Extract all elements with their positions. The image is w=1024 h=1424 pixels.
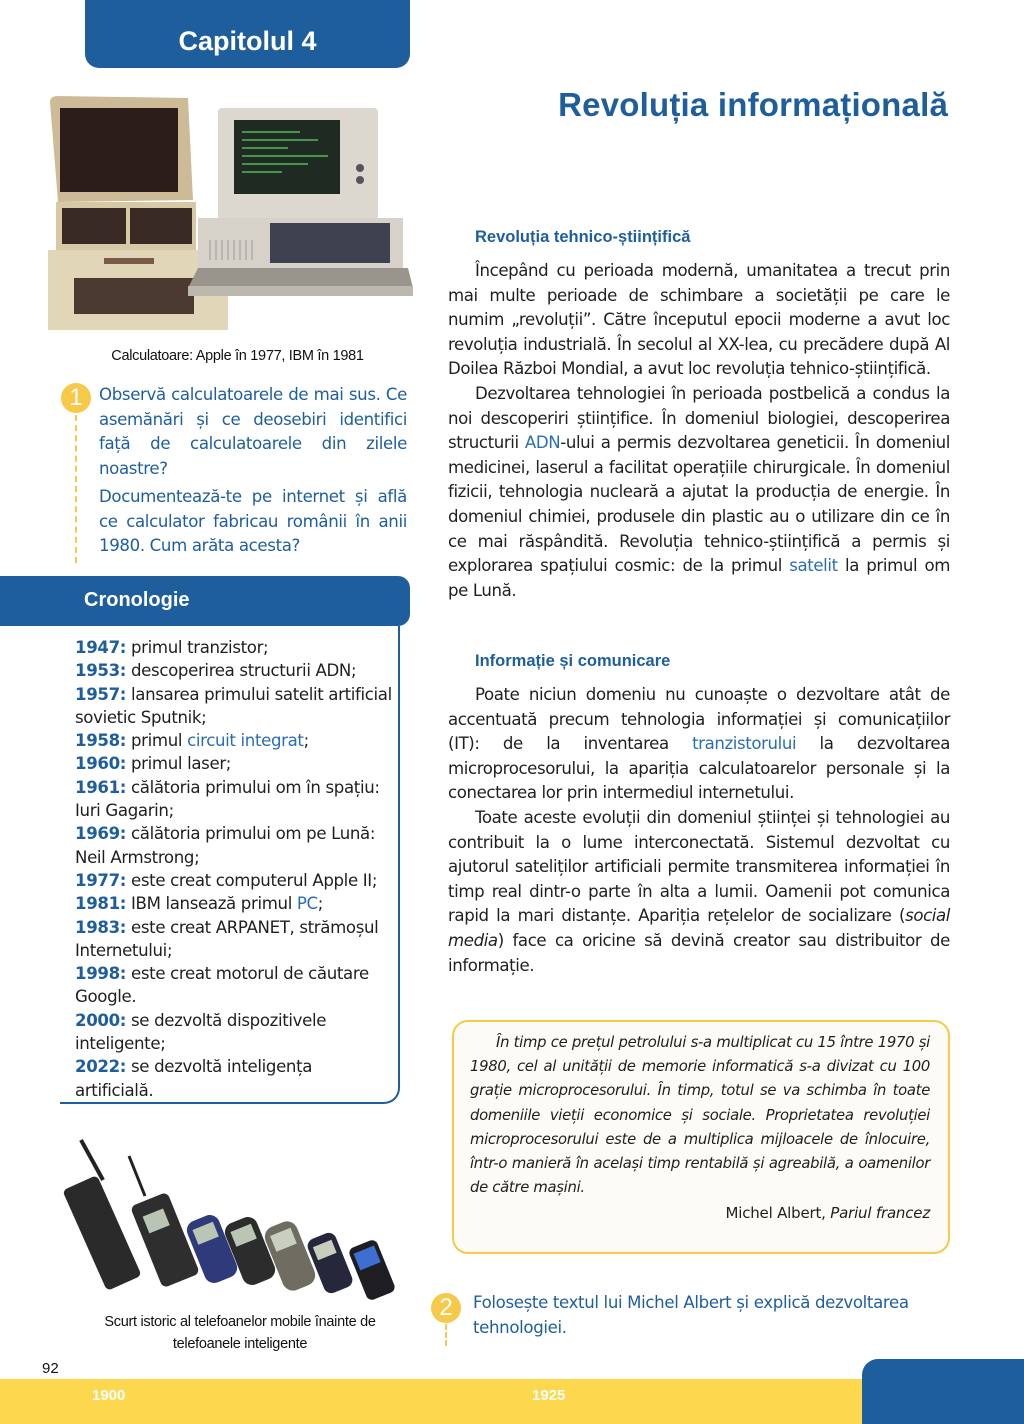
chronology-entry (75, 869, 395, 892)
chronology-entry (75, 892, 395, 915)
text-run: Dezvoltarea tehnologiei în perioada postbelică a condus la noi descoperiri științifice. În domeniul biologiei, descoperirea structurii (448, 383, 950, 453)
italic-term: social media (448, 906, 950, 950)
chronology-year: 1977: (75, 870, 127, 890)
chronology-entry (75, 729, 395, 752)
chronology-entry (75, 962, 395, 1009)
chronology-list (75, 636, 395, 1102)
chronology-year: 1958: (75, 731, 127, 751)
quote-source (470, 1204, 930, 1222)
chronology-title: Cronologie (84, 589, 190, 611)
chronology-entry (75, 1009, 395, 1056)
chapter-tab (85, 0, 410, 68)
phones-caption: Scurt istoric al telefoanelor mobile înainte de telefoanele inteligente (104, 1314, 376, 1352)
glossary-link[interactable]: satelit (789, 556, 838, 576)
mobile-phones-photo (45, 1118, 415, 1303)
glossary-link[interactable]: tranzistorului (692, 734, 797, 754)
chronology-year: 1961: (75, 777, 127, 797)
chronology-entry (75, 916, 395, 963)
chronology-header (0, 576, 410, 626)
page-number: 92 (42, 1360, 59, 1377)
section-body-revolution (448, 259, 950, 603)
chronology-year: 1960: (75, 754, 127, 774)
exercise-paragraph: Observă calculatoarele de mai sus. Ce asemănări și ce deosebiri identifici față de calculatoarele din zilele noastre? (99, 385, 407, 478)
timeline-year: 1900 (92, 1387, 126, 1404)
timeline-year: 1925 (532, 1387, 566, 1404)
chronology-year: 1981: (75, 894, 127, 914)
page-title: Revoluția informațională (558, 86, 948, 123)
chronology-entry (75, 659, 395, 682)
chronology-text: este creat motorul de căutare Google. (75, 964, 369, 1007)
chronology-text: lansarea primului satelit artificial sovietic Sputnik; (75, 684, 392, 727)
chronology-year: 1957: (75, 684, 127, 704)
text-run: Începând cu perioada modernă, umanitatea a trecut prin mai multe perioade de schimbare a societății pe care le numim „revoluții”. Către începutul epocii moderne a avut loc revoluția industrială. În secolul al XX-lea, cu precădere după Al Doilea Război Mondial, a avut loc revoluția tehnico-științifică. (448, 261, 950, 379)
chronology-year: 1983: (75, 917, 127, 937)
chronology-year: 1969: (75, 824, 127, 844)
glossary-link[interactable]: circuit integrat (187, 731, 304, 751)
exercise-number-badge: 2 (431, 1293, 461, 1323)
text-run: -ului a permis dezvoltarea geneticii. În domeniul medicinei, laserul a facilitat operațiile chirurgicale. În domeniul fizicii, tehnologia nucleară a ajutat la producția de energie. În domeniul chimiei, produsele din plastic au o utilizare din ce în ce mai răspândită. Revoluția tehnico-științifică a permis și explorarea spațiului cosmic: de la primul (448, 433, 951, 576)
chronology-year: 1947: (75, 638, 127, 657)
exercise-number-badge: 1 (61, 383, 91, 413)
quote-work: Pariul francez (830, 1204, 930, 1223)
chronology-text: călătoria primului om pe Lună: Neil Armstrong; (75, 824, 376, 867)
exercise-1 (60, 383, 420, 563)
exercise-2 (430, 1290, 960, 1346)
glossary-link[interactable]: ADN (524, 433, 561, 453)
section-body-information (448, 683, 950, 978)
computers-photo (38, 90, 413, 332)
exercise-paragraph: Folosește textul lui Michel Albert și explică dezvoltarea tehnologiei. (473, 1293, 909, 1337)
chronology-text: este creat ARPANET, strămoșul Internetului; (75, 917, 379, 960)
chronology-text: ; (317, 894, 324, 914)
section-heading-information: Informație și comunicare (475, 652, 671, 670)
text-run: Poate niciun domeniu nu cunoaște o dezvoltare atât de accentuată precum tehnologia informației și comunicațiilor (IT): de la inventarea (448, 685, 950, 754)
chronology-entry (75, 1055, 395, 1102)
chapter-label: Capitolul 4 (178, 25, 317, 56)
chronology-year: 2022: (75, 1057, 127, 1077)
quote-text: În timp ce prețul petrolului s-a multiplicat cu 15 între 1970 și 1980, cel al unității de memorie informatică s-a divizat cu 100 grație microprocesorului. În timp, totul se va schimba în toate domeniile vieții economice și sociale. Proprietatea revoluției microprocesorului este de a multiplica mijloacele de înlocuire, într-o manieră în același timp rentabilă și agreabilă, a oamenilor de către mașini. (470, 1034, 930, 1197)
chronology-text: se dezvoltă inteligența artificială. (75, 1057, 313, 1100)
chronology-year: 2000: (75, 1010, 127, 1030)
ibm-screen (234, 120, 340, 194)
dashed-line (75, 415, 77, 563)
dashed-line (445, 1324, 447, 1346)
exercise-paragraph: Documentează-te pe internet și află ce calculator fabricau românii în anii 1980. Cum arăta acesta? (99, 487, 407, 555)
text-run: Toate aceste evoluții din domeniul științei și tehnologiei au contribuit la o lume interconectată. Sistemul dezvoltat cu ajutorul sateliților artificiali permite transmiterea informației în timp real dintr-o parte în alta a lumii. Oamenii pot comunica rapid la mari distanțe. Apariția rețelelor de socializare ( (448, 807, 950, 926)
exercise-text (99, 383, 407, 563)
glossary-link[interactable]: PC (296, 894, 318, 914)
chronology-text: se dezvoltă dispozitivele inteligente; (75, 1010, 327, 1054)
section-heading-revolution: Revoluția tehnico-științifică (475, 228, 691, 246)
chronology-text: descoperirea structurii ADN; (126, 661, 357, 681)
computers-caption: Calculatoare: Apple în 1977, IBM în 1981 (111, 348, 364, 364)
corner-tab (862, 1359, 1024, 1424)
chronology-text: ; (303, 731, 309, 751)
text-run: la dezvoltarea microprocesorului, la apariția calculatoarelor personale și la conectarea lor prin intermediul internetului. (448, 734, 951, 803)
body-paragraph (448, 382, 950, 603)
quote-author: Michel Albert, (725, 1204, 831, 1223)
chronology-entry (75, 776, 395, 823)
apple-keyboard (74, 278, 194, 314)
chronology-entry (75, 636, 395, 659)
chronology-text: primul (126, 731, 188, 751)
chronology-text: IBM lansează primul (126, 894, 297, 914)
chronology-year: 1953: (75, 661, 127, 681)
text-run: ) face ca oricine să devină creator sau distribuitor de informație. (448, 930, 950, 975)
chronology-entry (75, 822, 395, 869)
body-paragraph (448, 806, 950, 978)
body-paragraph (448, 259, 950, 382)
chronology-text: călătoria primului om în spațiu: Iuri Gagarin; (75, 777, 380, 821)
chronology-text: primul tranzistor; (126, 638, 269, 657)
chronology-entry (75, 752, 395, 775)
chronology-entry (75, 683, 395, 730)
text-run: la primul om pe Lună. (448, 556, 950, 600)
exercise-text (473, 1291, 963, 1344)
chronology-text: primul laser; (126, 754, 232, 774)
apple-screen (60, 108, 178, 192)
chronology-text: este creat computerul Apple II; (126, 870, 378, 890)
quote-box (452, 1020, 950, 1254)
chronology-year: 1998: (75, 964, 127, 984)
body-paragraph (448, 683, 950, 806)
ibm-keyboard (188, 268, 413, 288)
